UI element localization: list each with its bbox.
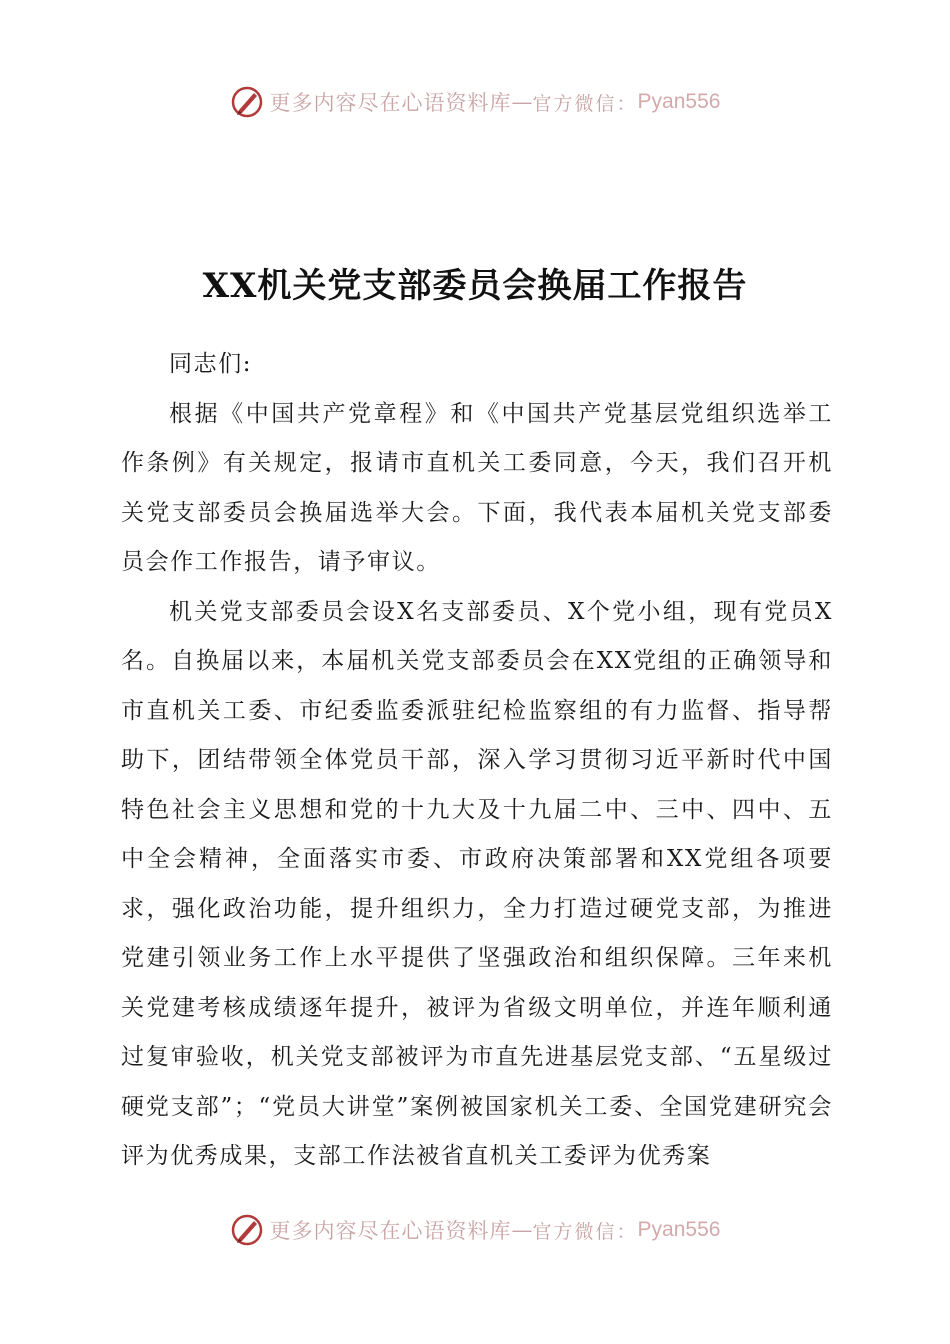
pen-logo-icon bbox=[230, 1213, 264, 1247]
watermark-text: 更多内容尽在心语资料库 bbox=[269, 91, 512, 115]
paragraph: 机关党支部委员会设X名支部委员、X个党小组，现有党员X名。自换届以来，本届机关党支部委员会在XX党组的正确领导和市直机关工委、市纪委监委派驻纪检监察组的有力监督、指导帮助下，团结带领全体党员干部，深入学习贯彻习近平新时代中国特色社会主义思想和党的十九大及十九届二中、三中、四中、五中全会精神，全面落实市委、市政府决策部署和XX党组各项要求，强化政治功能，提升组织力，全力打造过硬党支部，为推进党建引领业务工作上水平提供了坚强政治和组织保障。三年来机关党建考核成绩逐年提升，被评为省级文明单位，并连年顺利通过复审验收，机关党支部被评为市直先进基层党支部、“五星级过硬党支部”；“党员大讲堂”案例被国家机关工委、全国党建研究会评为优秀成果，支部工作法被省直机关工委评为优秀案 bbox=[121, 598, 833, 1169]
document-title: XX机关党支部委员会换届工作报告 bbox=[202, 266, 748, 306]
document-body bbox=[121, 340, 833, 1182]
pen-logo-icon bbox=[230, 85, 264, 119]
greeting: 同志们: bbox=[169, 351, 253, 377]
paragraph: 根据《中国共产党章程》和《中国共产党基层党组织选举工作条例》有关规定，报请市直机关工委同意，今天，我们召开机关党支部委员会换届选举大会。下面，我代表本届机关党支部委员会作工作报告，请予审议。 bbox=[121, 400, 833, 575]
watermark-header bbox=[0, 82, 950, 122]
watermark-wechat-label: 官方微信： bbox=[532, 92, 638, 115]
watermark-wechat-id: Pyan556 bbox=[637, 1218, 721, 1241]
watermark-wechat-id: Pyan556 bbox=[637, 90, 721, 113]
watermark-separator: — bbox=[511, 1218, 533, 1242]
watermark-wechat-label: 官方微信： bbox=[532, 1220, 638, 1243]
watermark-footer bbox=[0, 1210, 950, 1250]
watermark-text: 更多内容尽在心语资料库 bbox=[269, 1219, 512, 1243]
watermark-separator: — bbox=[511, 90, 533, 114]
